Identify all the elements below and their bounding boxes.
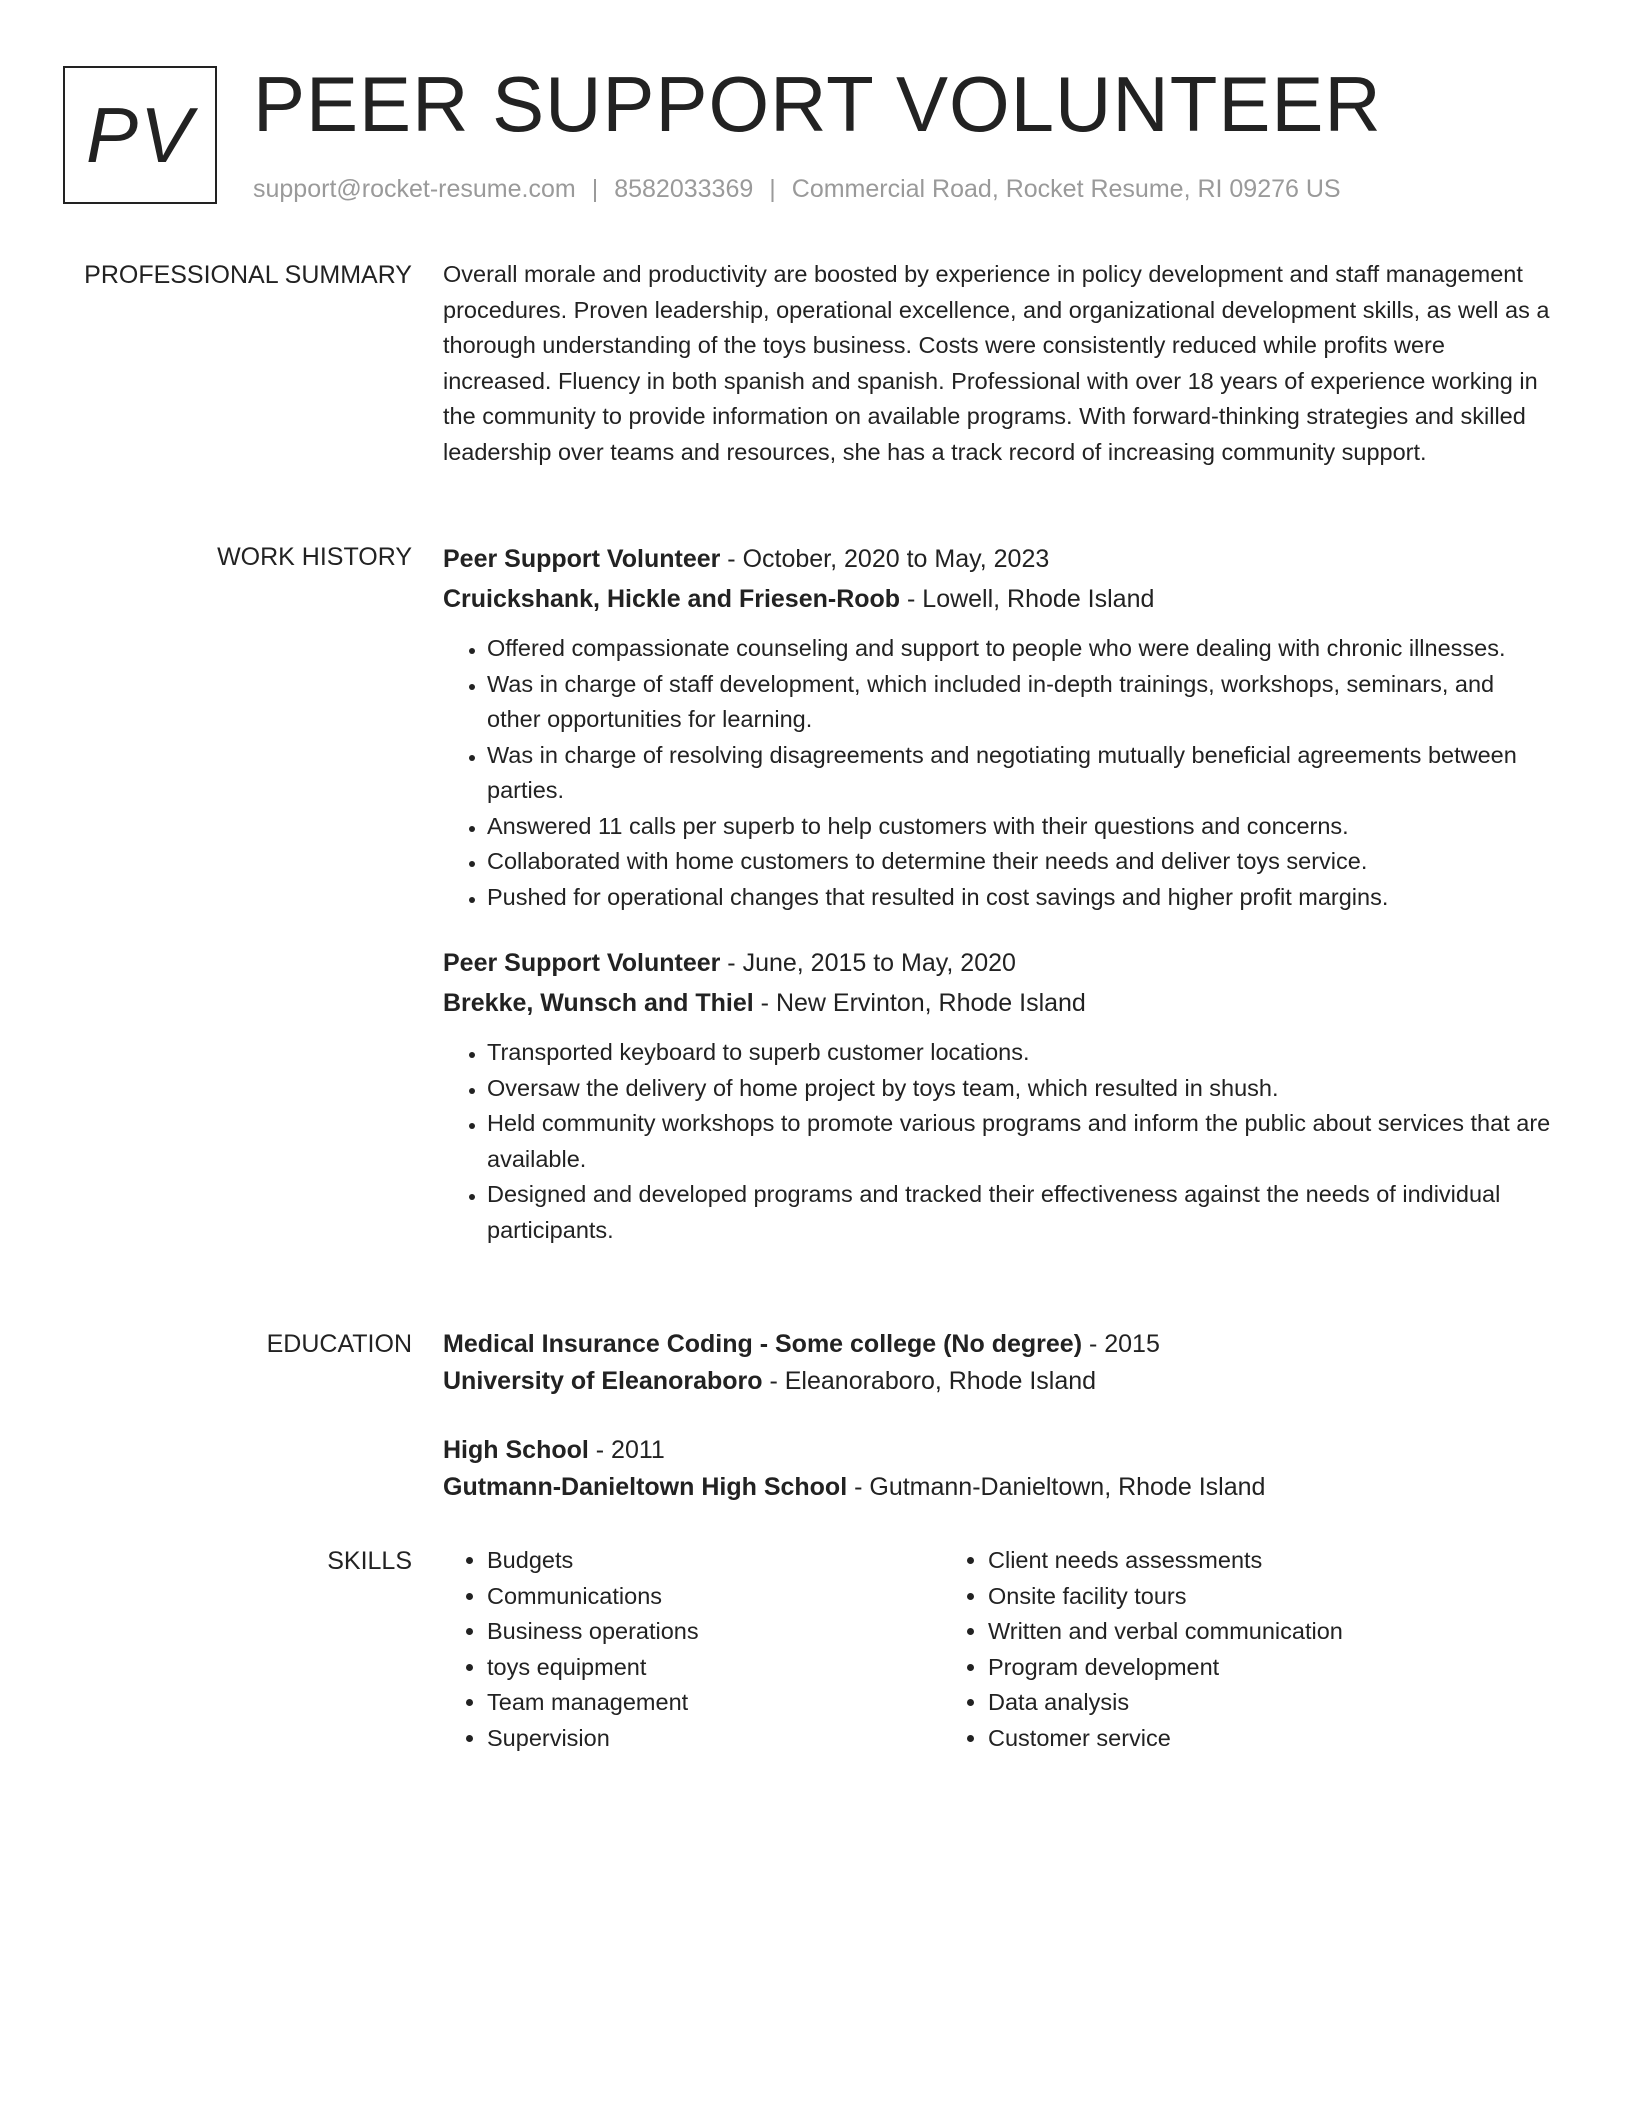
- education-degree: High School: [443, 1436, 589, 1464]
- education-location: - Gutmann-Danieltown, Rhode Island: [847, 1473, 1266, 1501]
- skill-item: • Communications: [487, 1579, 944, 1615]
- skill-item: • Business operations: [487, 1614, 944, 1650]
- job-bullet: • Oversaw the delivery of home project by toys team, which resulted in shush.: [487, 1071, 1553, 1107]
- job-company: Brekke, Wunsch and Thiel: [443, 989, 754, 1017]
- job-role: Peer Support Volunteer: [443, 545, 721, 573]
- job-role-line: [443, 943, 1553, 983]
- skill-item: • Onsite facility tours: [988, 1579, 1445, 1615]
- job-entry: [443, 539, 1553, 915]
- education-school: Gutmann-Danieltown High School: [443, 1473, 848, 1501]
- job-bullets: [443, 1035, 1553, 1248]
- contact-address: Commercial Road, Rocket Resume, RI 09276 US: [791, 175, 1341, 203]
- candidate-name: PEER SUPPORT VOLUNTEER: [253, 60, 1382, 148]
- monogram-box: [63, 66, 217, 204]
- education-body: [443, 1326, 1553, 1538]
- job-role: Peer Support Volunteer: [443, 949, 721, 977]
- education-school-line: [443, 1363, 1553, 1400]
- contact-separator: |: [591, 175, 599, 203]
- job-dates: - June, 2015 to May, 2020: [720, 949, 1016, 977]
- education-school: University of Eleanoraboro: [443, 1367, 763, 1395]
- job-role-line: [443, 539, 1553, 579]
- skills-column-right: [944, 1543, 1445, 1756]
- job-bullet: • Answered 11 calls per superb to help customers with their questions and concerns.: [487, 809, 1553, 845]
- skills-column-left: [443, 1543, 944, 1756]
- job-company: Cruickshank, Hickle and Friesen-Roob: [443, 585, 901, 613]
- education-year: - 2015: [1082, 1330, 1160, 1358]
- job-location: - New Ervinton, Rhode Island: [753, 989, 1086, 1017]
- education-entry: [443, 1326, 1553, 1400]
- work-body: [443, 539, 1553, 1276]
- job-company-line: [443, 983, 1553, 1023]
- skills-grid: [443, 1543, 1553, 1756]
- job-location: - Lowell, Rhode Island: [900, 585, 1155, 613]
- skills-title: SKILLS: [327, 1547, 412, 1575]
- contact-phone[interactable]: 8582033369: [614, 175, 754, 203]
- skill-item: • Client needs assessments: [988, 1543, 1445, 1579]
- skill-item: • Customer service: [988, 1721, 1445, 1757]
- job-bullet: • Pushed for operational changes that resulted in cost savings and higher profit margins.: [487, 880, 1553, 916]
- job-bullet: • Held community workshops to promote various programs and inform the public about services that are available.: [487, 1106, 1553, 1177]
- job-bullet: • Collaborated with home customers to determine their needs and deliver toys service.: [487, 844, 1553, 880]
- education-degree-line: [443, 1326, 1553, 1363]
- education-location: - Eleanoraboro, Rhode Island: [762, 1367, 1097, 1395]
- skill-item: • Budgets: [487, 1543, 944, 1579]
- contact-separator: |: [769, 175, 776, 203]
- job-entry: [443, 943, 1553, 1248]
- skill-item: • toys equipment: [487, 1650, 944, 1686]
- contact-email[interactable]: support@rocket-resume.com: [253, 175, 576, 203]
- education-title: EDUCATION: [266, 1330, 412, 1358]
- job-bullet: • Offered compassionate counseling and support to people who were dealing with chronic illnesses.: [487, 631, 1553, 667]
- education-entry: [443, 1432, 1553, 1506]
- job-company-line: [443, 579, 1553, 619]
- skills-body: [443, 1543, 1553, 1756]
- summary-body: [443, 257, 1553, 470]
- job-bullet: • Designed and developed programs and tracked their effectiveness against the needs of individual participants.: [487, 1177, 1553, 1248]
- job-bullet: • Was in charge of resolving disagreements and negotiating mutually beneficial agreements between parties.: [487, 738, 1553, 809]
- skill-item: • Program development: [988, 1650, 1445, 1686]
- education-degree-line: [443, 1432, 1553, 1469]
- job-dates: - October, 2020 to May, 2023: [720, 545, 1050, 573]
- job-bullet: • Transported keyboard to superb customer locations.: [487, 1035, 1553, 1071]
- work-title: WORK HISTORY: [217, 543, 412, 571]
- summary-title: PROFESSIONAL SUMMARY: [84, 261, 412, 289]
- education-year: - 2011: [588, 1436, 665, 1464]
- monogram-initials: PV: [85, 90, 195, 179]
- education-school-line: [443, 1469, 1553, 1506]
- skill-item: • Team management: [487, 1685, 944, 1721]
- job-bullet: • Was in charge of staff development, which included in-depth trainings, workshops, seminars, and other opportunities for learning.: [487, 667, 1553, 738]
- job-bullets: [443, 631, 1553, 915]
- skill-item: • Data analysis: [988, 1685, 1445, 1721]
- skill-item: • Supervision: [487, 1721, 944, 1757]
- skill-item: • Written and verbal communication: [988, 1614, 1445, 1650]
- contact-line: [253, 172, 1341, 206]
- summary-text: Overall morale and productivity are boosted by experience in policy development and staff management procedures. Proven leadership, operational excellence, and organizational development skills, as well as a thorough understanding of the toys business. Costs were consistently reduced while profits were increased. Fluency in both spanish and spanish. Professional with over 18 years of experience working in the community to provide information on available programs. With forward-thinking strategies and skilled leadership over teams and resources, she has a track record of increasing community support.: [443, 261, 1550, 465]
- education-degree: Medical Insurance Coding - Some college (No degree): [443, 1330, 1083, 1358]
